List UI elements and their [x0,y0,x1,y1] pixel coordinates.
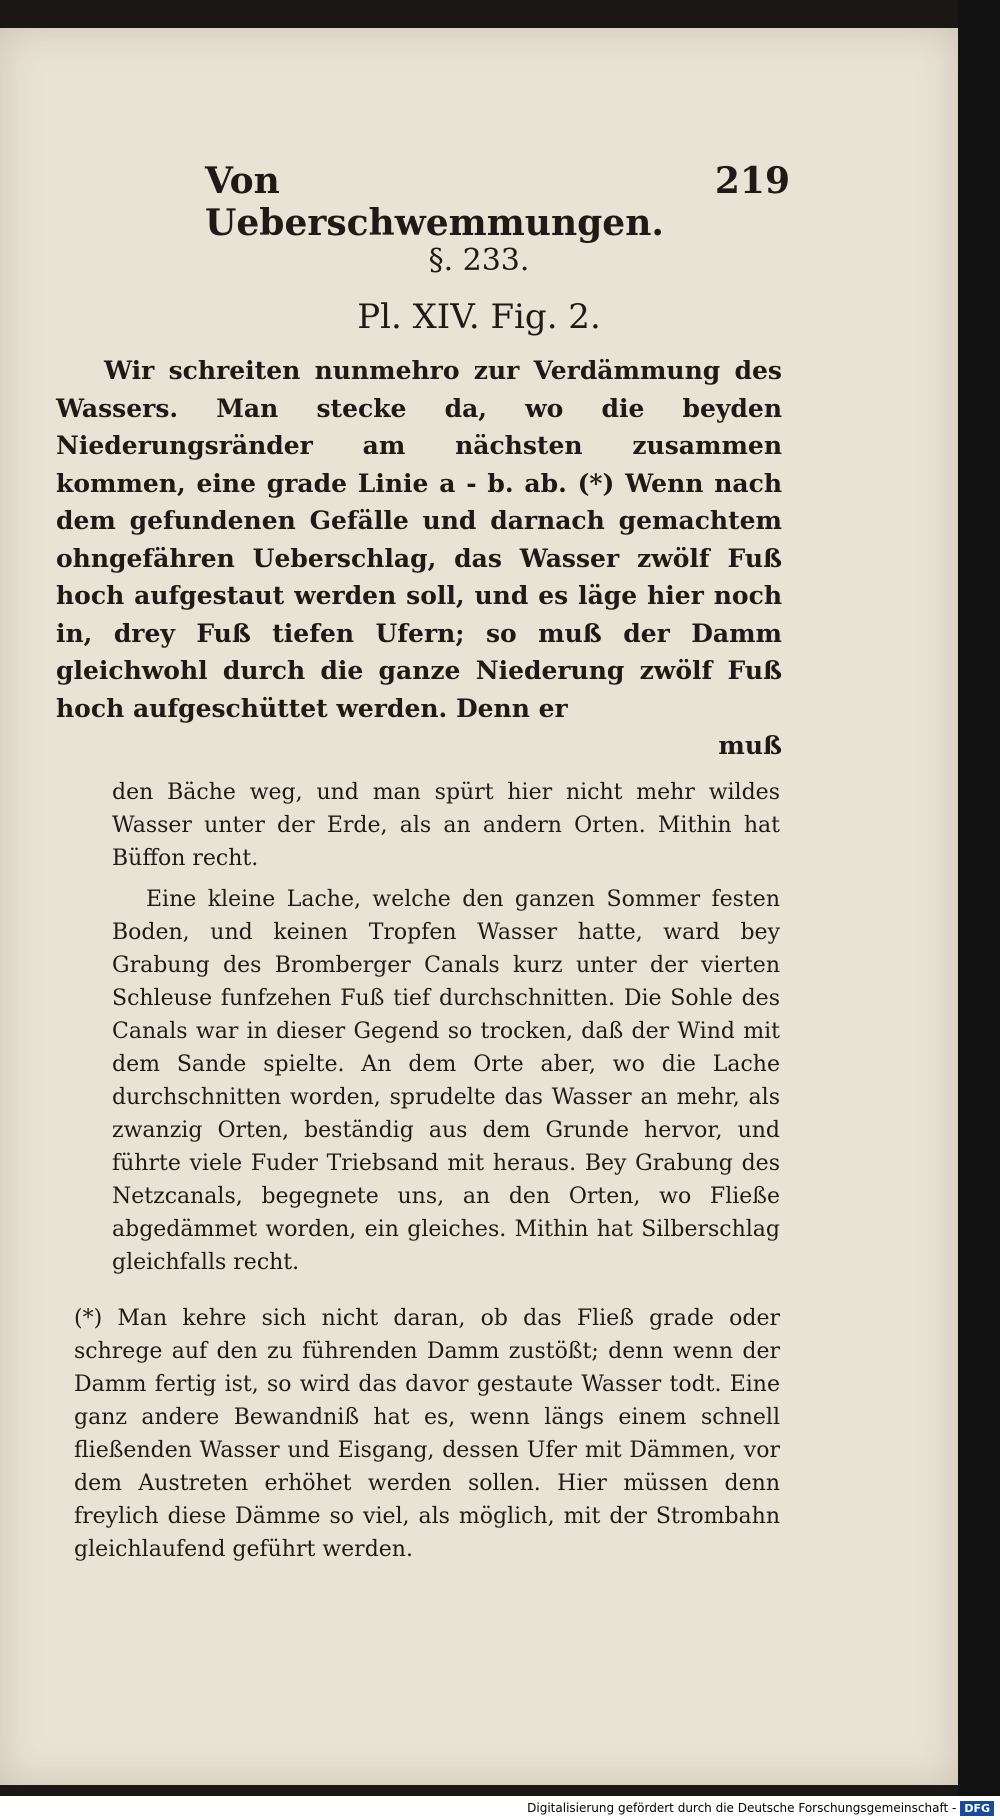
section-heading: §. 233. [428,243,530,278]
footnote-block [112,776,780,1287]
footer-credit: Digitalisierung gefördert durch die Deutsche Forschungsgemeinschaft - [527,1801,957,1815]
running-title: Von Ueberschwemmungen. [205,160,664,244]
catchword: muß [718,731,782,760]
footnote-star [74,1302,780,1566]
footnote-star-text: (*) Man kehre sich nicht daran, ob das Fließ grade oder schrege auf den zu führenden Damm zustößt; denn wenn der Damm fertig ist, so wird das davor gestaute Wasser todt. Eine ganz andere Bewandniß hat es, wenn längs einem schnell fließenden Wasser und Eisgang, dessen Ufer mit Dämmen, vor dem Austreten erhöhet werden sollen. Hier müssen denn freylich diese Dämme so viel, als möglich, mit der Strombahn gleichlaufend geführt werden. [74,1306,780,1562]
page-number: 219 [714,160,790,202]
plate-reference: Pl. XIV. Fig. 2. [357,297,601,337]
footnote-continued: den Bäche weg, und man spürt hier nicht mehr wildes Wasser unter der Erde, als an andern Orten. Mithin hat Büffon recht. [112,780,780,871]
main-paragraph: Wir schreiten nunmehro zur Verdämmung des Wassers. Man stecke da, wo die beyden Niederungsränder am nächsten zusammen kommen, eine grade Linie a - b. ab. (*) Wenn nach dem gefundenen Gefälle und darnach gemachtem ohngefähren Ueberschlag, das Wasser zwölf Fuß hoch aufgestaut werden soll, und es läge hier noch in, drey Fuß tiefen Ufern; so muß der Damm gleichwohl durch die ganze Niederung zwölf Fuß hoch aufgeschüttet werden. Denn er [56,356,782,723]
dfg-logo: DFG [960,1801,994,1816]
main-text [56,352,782,765]
scan-border [958,0,1000,1800]
page-header [205,160,790,244]
footnote-paragraph: Eine kleine Lache, welche den ganzen Sommer festen Boden, und keinen Tropfen Wasser hatte, ward bey Grabung des Bromberger Canals kurz unter der vierten Schleuse funfzehen Fuß tief durchschnitten. Die Sohle des Canals war in dieser Gegend so trocken, daß der Wind mit dem Sande spielte. An dem Orte aber, wo die Lache durchschnitten worden, sprudelte das Wasser an mehr, als zwanzig Orten, beständig aus dem Grunde hervor, und führte viele Fuder Triebsand mit heraus. Bey Grabung des Netzcanals, begegnete uns, an den Orten, wo Fließe abgedämmet worden, ein gleiches. Mithin hat Silberschlag gleichfalls recht. [112,887,780,1275]
digitization-footer [0,1796,1000,1820]
